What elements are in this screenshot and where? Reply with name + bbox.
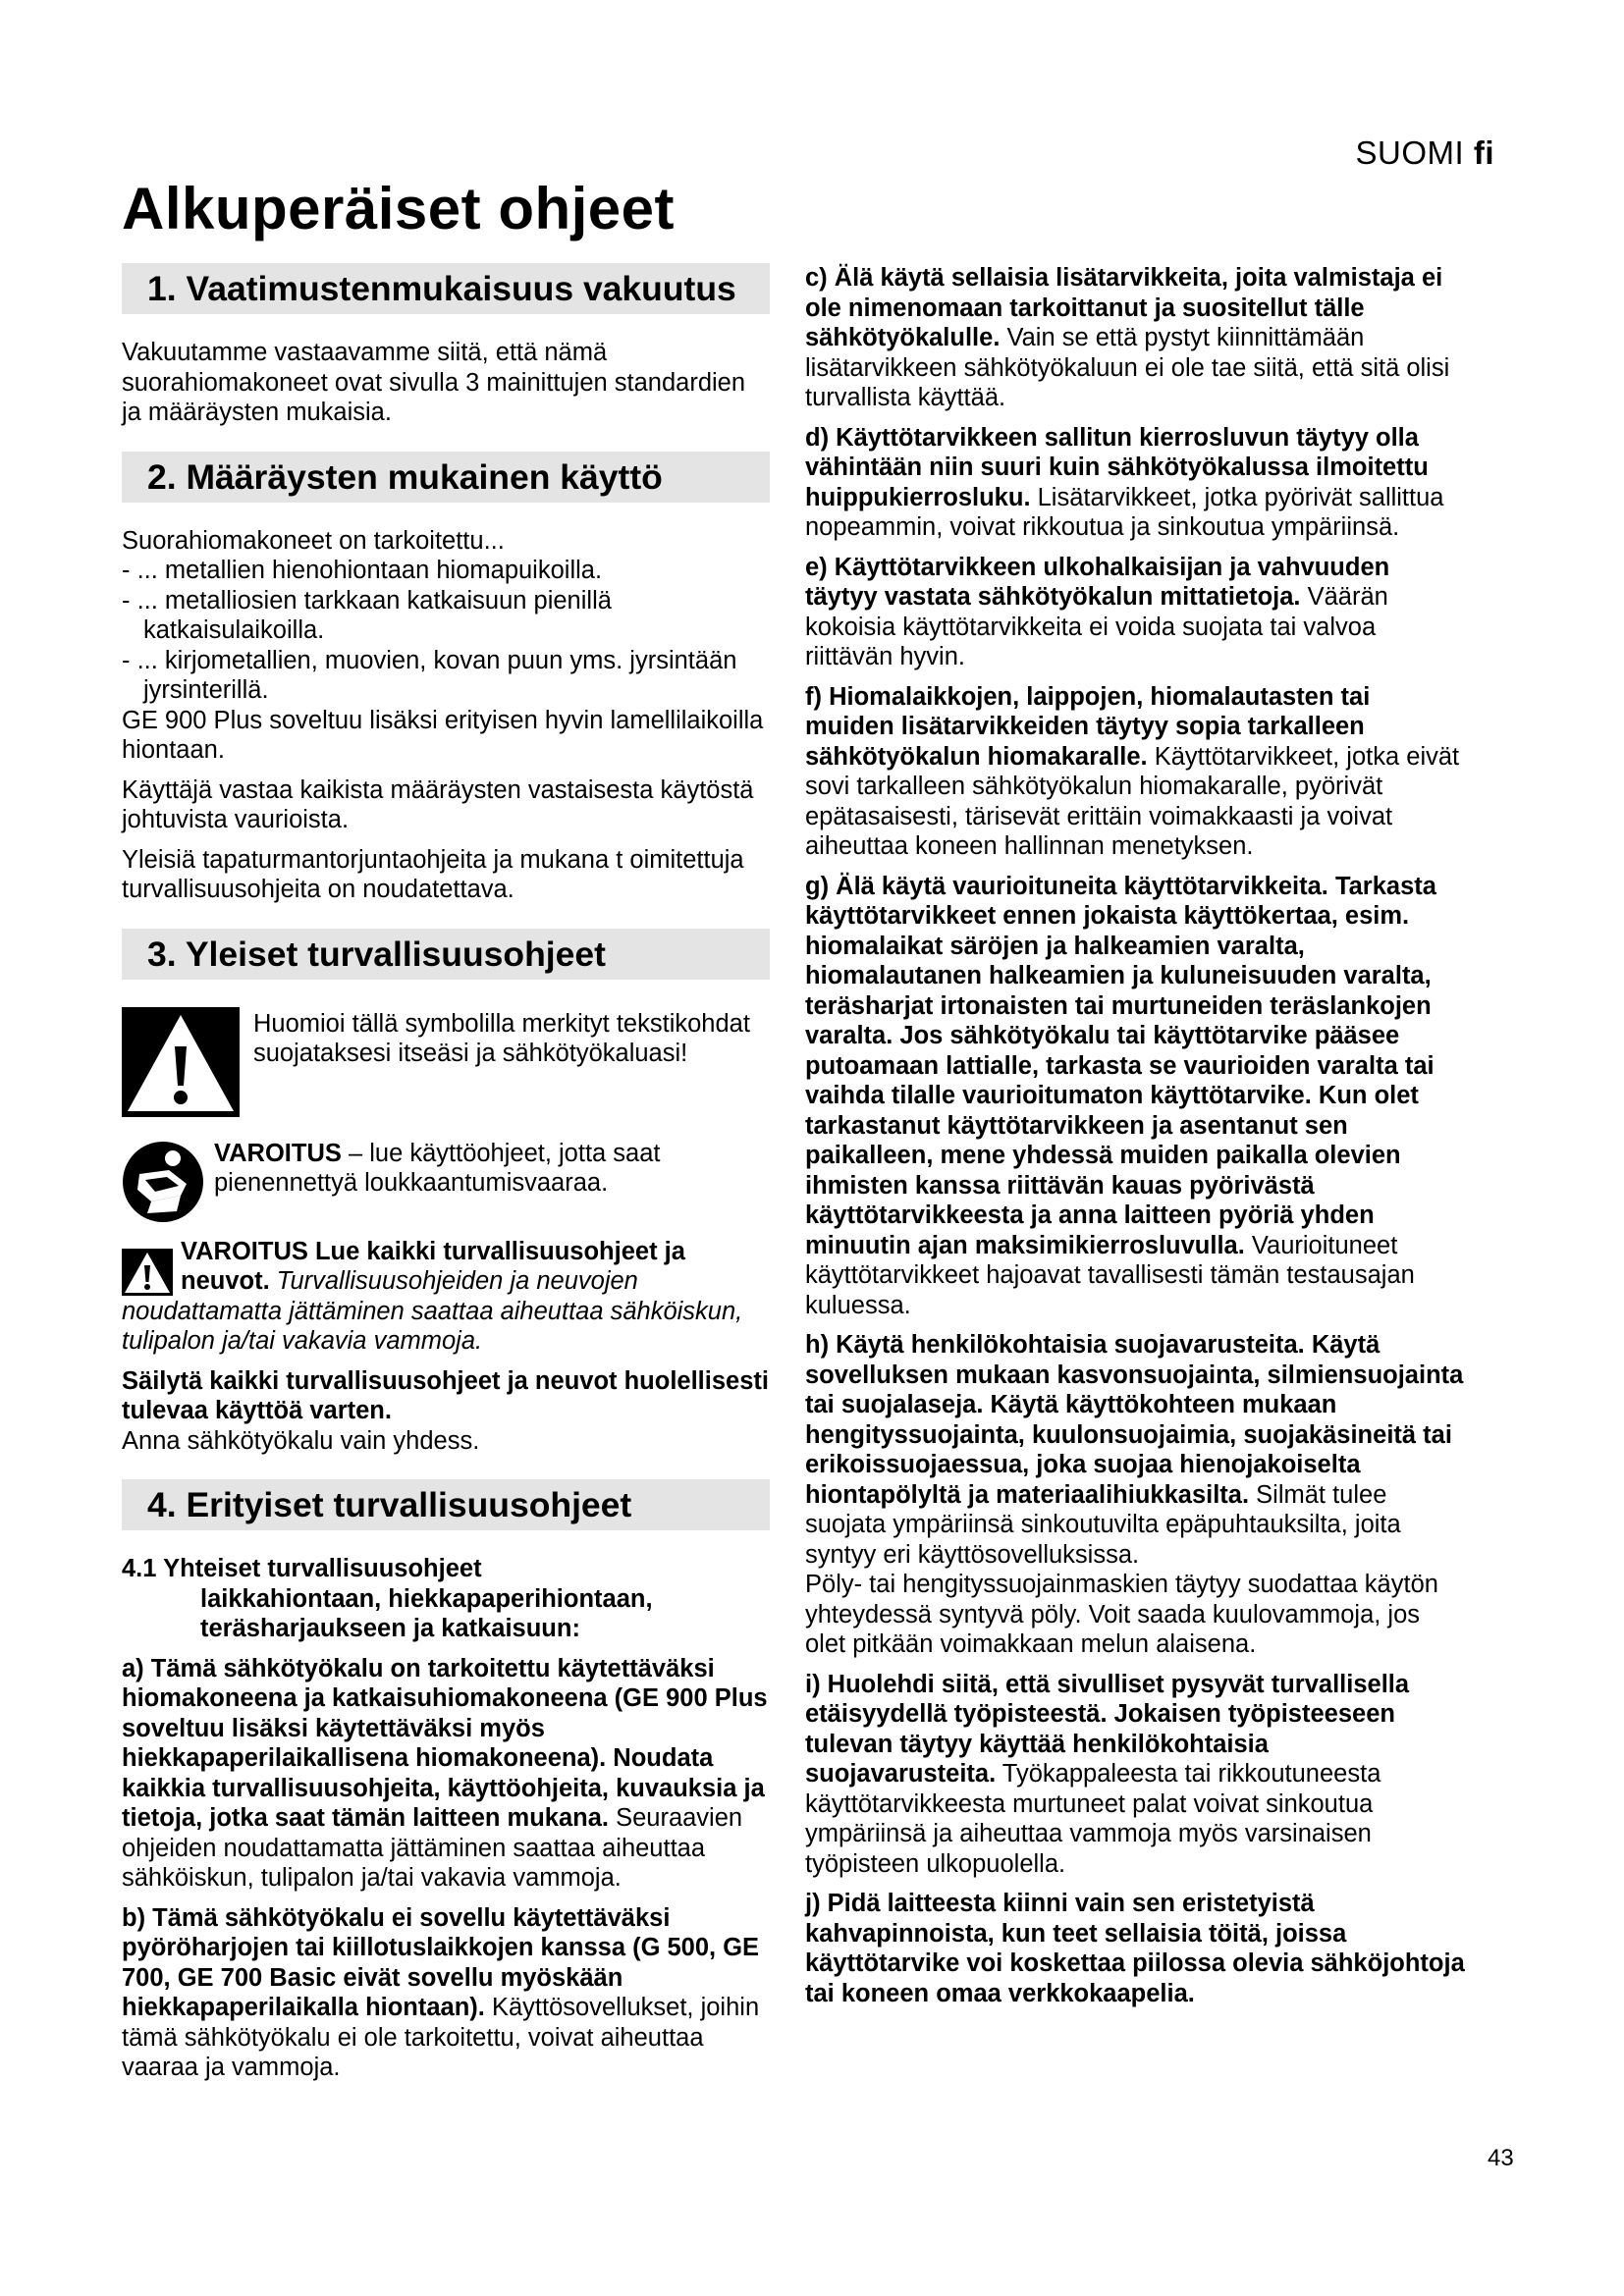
item-bold: h) Käytä henkilökohtaisia suojavarusteita. Käytä sovelluksen mukaan kasvonsuojainta, silmiensuojainta tai suojalaseja. Käytä käyttökohteen mukaan hengityssuojainta, kuulonsuojaimia, suojakäsineitä tai erikoissuojaessua, joka suojaa hienojakoiselta hiontapölyltä ja materiaalihiukkasilta. — [805, 1331, 1464, 1509]
item-bold: g) Älä käytä vaurioituneita käyttötarvikkeita. Tarkasta käyttötarvikkeet ennen jokaista käyttökertaa, esim. hiomalaikat säröjen ja halkeamien varalta, hiomalautanen halkeamien ja kuluneisuuden varalta, teräsharjat irtonaisten tai murtuneiden teräslankojen varalta. Jos sähkötyökalu tai käyttötarvike pääsee putoamaan lattialle, tarkasta se vaurioiden varalta tai vaihda tilalle vaurioitumaton käyttötarvike. Kun olet tarkastanut käyttötarvikkeen ja asentanut sen paikalleen, mene yhdessä muiden paikalla olevien ihmisten kanssa riittävän kauas pyörivästä käyttötarvikkeesta ja anna laitteen pyöriä yhden minuutin ajan maksimikierrosluvulla. — [805, 872, 1436, 1259]
warning-bold-text: VAROITUS Lue kaikki turvallisuusohjeet ja neuvot. — [181, 1237, 685, 1295]
warning-label: VAROITUS — [214, 1139, 342, 1167]
language-name: SUOMI — [1355, 134, 1465, 171]
read-manual-icon — [122, 1141, 204, 1223]
list-item: - ... metallien hienohiontaan hiomapuikoilla. — [122, 557, 603, 584]
section-2-paragraph: Käyttäjä vastaa kaikista määräysten vastaisesta käytöstä johtuvista vaurioista. — [122, 775, 754, 833]
warning-triangle-icon — [122, 1249, 173, 1296]
section-title: Erityiset turvallisuusohjeet — [186, 1485, 632, 1524]
section-number: 4. — [147, 1485, 177, 1524]
section-3-heading — [122, 929, 770, 980]
warning-italic-text: Turvallisuusohjeiden ja neuvojen noudattamatta jättäminen saattaa aiheuttaa sähköiskun, tulipalon ja/tai vakavia vammoja. — [122, 1267, 743, 1355]
section-title: Yleiset turvallisuusohjeet — [185, 934, 606, 974]
section-2-intro: Suorahiomakoneet on tarkoitettu... — [122, 526, 505, 555]
item-bold: j) Pidä laitteesta kiinni vain sen eristetyistä kahvapinnoista, kun teet sellaisia töitä, joissa käyttötarvike voi koskettaa piilossa olevia sähköjohtoja tai koneen omaa verkkokaapelia. — [805, 1890, 1465, 2007]
list-item: - ... metalliosien tarkkaan katkaisuun pienillä katkaisulaikoilla. — [122, 586, 612, 644]
section-number: 2. — [147, 456, 177, 497]
read-manual-text — [214, 1131, 770, 1199]
item-text: Käyttösovellukset, joihin tämä sähkötyökalu ei ole tarkoitettu, voivat aiheuttaa vaaraa ja vammoja. — [122, 1994, 760, 2081]
left-column — [122, 263, 770, 2093]
section-number: 1. — [147, 269, 177, 308]
item-i — [805, 1670, 1465, 1880]
subsection-4-1-heading — [122, 1554, 770, 1644]
general-warning — [122, 1237, 770, 1357]
section-number: 3. — [147, 934, 177, 974]
warning-text: – lue käyttöohjeet, jotta saat pienennettyä loukkaantumisvaaraa. — [214, 1139, 661, 1197]
section-4-heading — [122, 1479, 770, 1530]
language-code: fi — [1473, 134, 1494, 171]
right-column — [805, 263, 1465, 2018]
warning-triangle-icon — [122, 1007, 240, 1117]
warning-symbol-note — [122, 1003, 770, 1117]
page-title: Alkuperäiset ohjeet — [122, 176, 676, 241]
keep-instructions — [122, 1366, 770, 1426]
item-h-continued: Pöly- tai hengityssuojainmaskien täytyy suodattaa käytön yhteydessä syntyvä pöly. Voit saada kuulovammoja, jos olet pitkään voimakkaan melun alaisena. — [805, 1571, 1438, 1658]
section-2-paragraph: Yleisiä tapaturmantorjuntaohjeita ja mukana t oimitettuja turvallisuusohjeita on noudatettava. — [122, 845, 744, 903]
subsection-title: 4.1 Yhteiset turvallisuusohjeet — [122, 1555, 482, 1582]
item-text: Väärän kokoisia käyttötarvikkeita ei voida suojata tai valvoa riittävän hyvin. — [805, 583, 1388, 670]
item-text: Vain se että pystyt kiinnittämään lisätarvikkeen sähkötyökaluun ei ole tae siitä, että sitä olisi turvallista käyttää. — [805, 324, 1450, 411]
item-text: Seuraavien ohjeiden noudattamatta jättäminen saattaa aiheuttaa sähköiskun, tulipalon ja/tai vakavia vammoja. — [122, 1804, 743, 1892]
subsection-subtitle: laikkahiontaan, hiekkapaperihiontaan, teräsharjaukseen ja katkaisuun: — [200, 1584, 653, 1642]
section-title: Vaatimustenmukaisuus vakuutus — [186, 269, 736, 308]
item-a — [122, 1654, 770, 1894]
item-bold: b) Tämä sähkötyökalu ei sovellu käytettäväksi pyöröharjojen tai kiillotuslaikkojen kanssa (G 500, GE 700, GE 700 Basic eivät sovellu myöskään hiekkapaperilaikalla hiontaan). — [122, 1903, 760, 2021]
language-label — [1355, 134, 1494, 172]
item-d — [805, 423, 1465, 543]
item-bold: c) Älä käytä sellaisia lisätarvikkeita, joita valmistaja ei ole nimenomaan tarkoittanut ja suositellut tälle sähkötyökalulle. — [805, 264, 1443, 351]
item-c — [805, 263, 1465, 413]
handover-text: Anna sähkötyökalu vain yhdess. — [122, 1426, 480, 1455]
item-text: Käyttötarvikkeet, jotka eivät sovi tarkalleen sähkötyökalun hiomakaralle, pyörivät epätasaisesti, tärisevät erittäin voimakkaasti ja voivat aiheuttaa koneen hallinnan menetyksen. — [805, 742, 1460, 860]
keep-bold-text: Säilytä kaikki turvallisuusohjeet ja neuvot huolellisesti tulevaa käyttöä varten. — [122, 1366, 769, 1424]
section-1-heading — [122, 263, 770, 314]
section-1-text: Vakuutamme vastaavamme siitä, että nämä suorahiomakoneet ovat sivulla 3 mainittujen standardien ja määräysten mukaisia. — [122, 339, 746, 426]
section-2-heading — [122, 452, 770, 503]
item-g — [805, 872, 1465, 1321]
item-bold: f) Hiomalaikkojen, laippojen, hiomalautasten tai muiden lisätarvikkeiden täytyy sopia tarkalleen sähkötyökalun hiomakaralle. — [805, 682, 1371, 771]
item-text: Vaurioituneet käyttötarvikkeet hajoavat tavallisesti tämän testausajan kuluessa. — [805, 1231, 1415, 1319]
read-manual-warning — [122, 1131, 770, 1223]
item-b — [122, 1903, 770, 2083]
note-text: Huomioi tällä symbolilla merkityt tekstikohdat suojataksesi itseäsi ja sähkötyökaluasi! — [253, 1009, 750, 1067]
item-text: Lisätarvikkeet, jotka pyörivät sallittua nopeammin, voivat rikkoutua ja sinkoutua ympäriinsä. — [805, 483, 1444, 541]
item-bold: d) Käyttötarvikkeen sallitun kierrosluvun täytyy olla vähintään niin suuri kuin sähkötyökalussa ilmoitettu huippukierrosluku. — [805, 423, 1429, 511]
item-text: Työkappaleesta tai rikkoutuneesta käyttötarvikkeesta murtuneet palat voivat sinkoutua ympäriinsä ja aiheuttaa vammoja myös varsinaisen työpisteen ulkopuolella. — [805, 1760, 1381, 1878]
page-number: 43 — [1488, 2145, 1514, 2171]
item-f — [805, 682, 1465, 862]
item-text: Silmät tulee suojata ympäriinsä sinkoutuvilta epäpuhtauksilta, joita syntyy eri käyttösovelluksissa. — [805, 1480, 1401, 1569]
section-title: Määräysten mukainen käyttö — [186, 456, 663, 497]
list-item: - ... kirjometallien, muovien, kovan puun yms. jyrsintään jyrsinterillä. — [122, 646, 737, 704]
section-2-paragraph: GE 900 Plus soveltuu lisäksi erityisen hyvin lamellilaikoilla hiontaan. — [122, 706, 764, 764]
item-j — [805, 1889, 1465, 2008]
item-bold: e) Käyttötarvikkeen ulkohalkaisijan ja vahvuuden täytyy vastata sähkötyökalun mittatietoja. — [805, 553, 1390, 611]
item-e — [805, 553, 1465, 672]
item-bold: a) Tämä sähkötyökalu on tarkoitettu käytettäväksi hiomakoneena ja katkaisuhiomakoneena (GE 900 Plus soveltuu lisäksi käytettäväksi myös hiekkapaperilaikallisena hiomakoneena). Noudata kaikkia turvallisuusohjeita, käyttöohjeita, kuvauksia ja tietoja, jotka saat tämän laitteen mukana. — [122, 1654, 768, 1832]
item-h — [805, 1330, 1465, 1570]
item-bold: i) Huolehdi siitä, että sivulliset pysyvät turvallisella etäisyydellä työpisteestä. Jokaisen työpisteeseen tulevan täytyy käyttää henkilökohtaisia suojavarusteita. — [805, 1670, 1410, 1788]
